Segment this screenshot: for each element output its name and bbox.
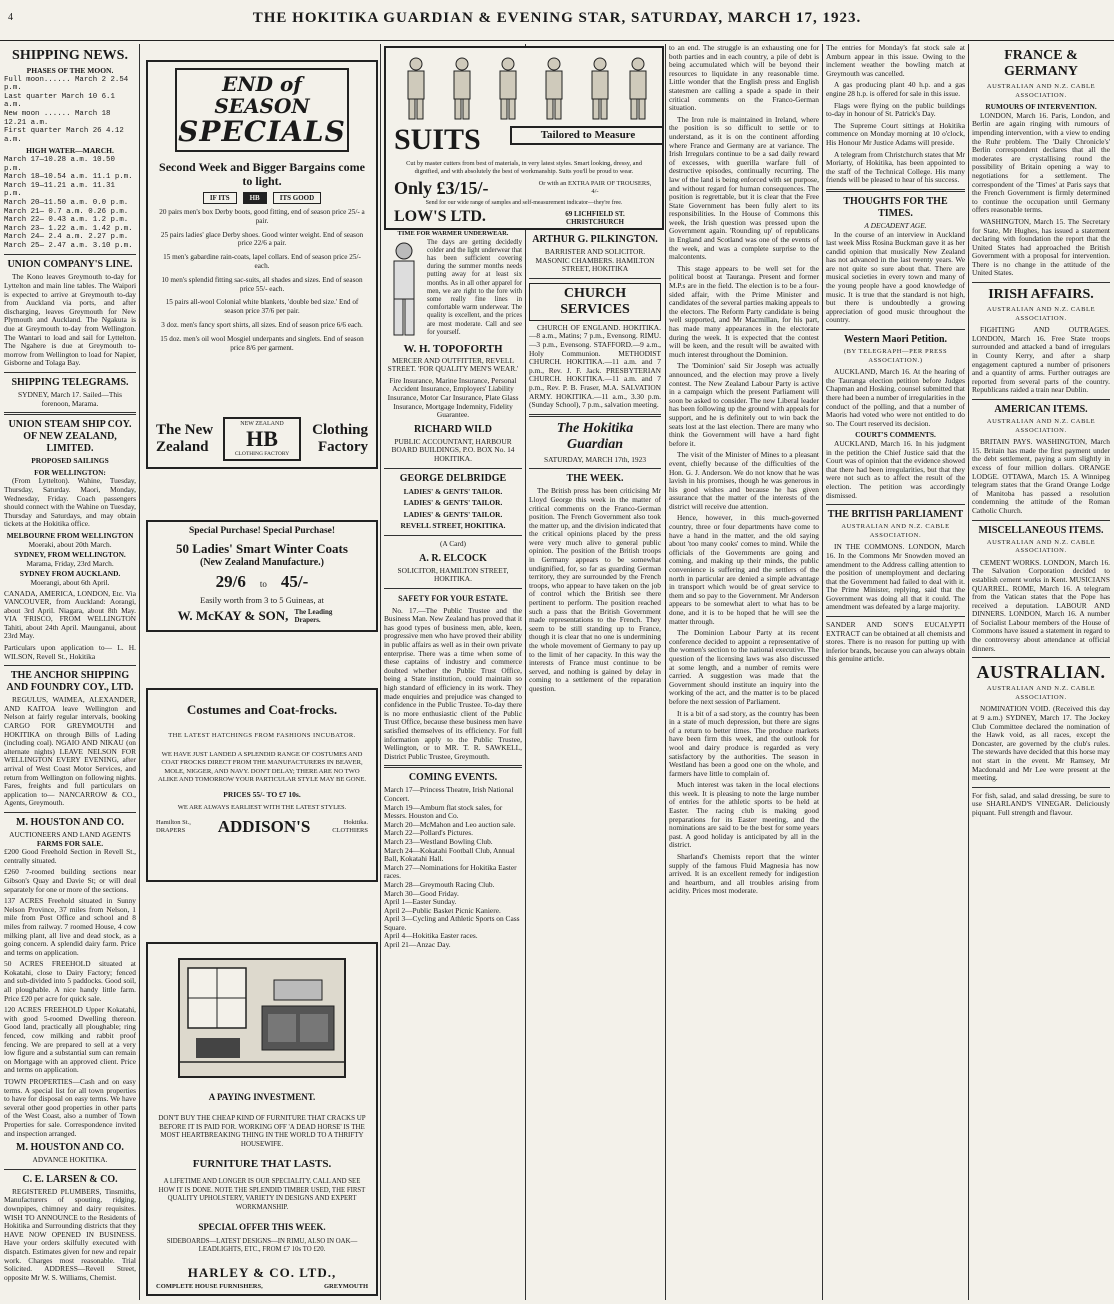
- col6-text-3: It is a bit of a sad story, as the country has been in a state of much depression, but there are signs of a return to better times. The produce markets have been firm this week, and the outlook for wool and dairy produce is regarded as very satisfactory by the authorities. The season in Westland has been a good one on the whole, and farmers have little to complain of.: [669, 708, 819, 778]
- larsen-text: REGISTERED PLUMBERS, Tinsmiths, Manufacturers of spouting, ridging, downpipes, chimney and dairy requisites. WISH TO ANNOUNCE to the Residents of Hokitika and Surrounding districts that they HAVE NOW OPENED IN BUSINESS. Have your orders skilfully executed with dispatch. Estimates given for new and repair work. Charges most reasonable. Trial Solicited. ADDRESS—Revell Street, opposite Mr W. S. Williams, Chemist.: [4, 1186, 136, 1282]
- col7-text-1: The entries for Monday's fat stock sale at Amburn appear in this issue. Owing to the inclement weather the bowling match at Greymouth was cancelled.: [826, 44, 965, 78]
- moon-phase-row: Last quarter March 10 6.1 a.m.: [4, 92, 115, 110]
- revell-street: REVELL STREET, HOKITIKA.: [400, 521, 506, 531]
- moon-heading: PHASES OF THE MOON.: [26, 66, 114, 75]
- high-water-heading: HIGH WATER—MARCH.: [26, 146, 114, 156]
- eos-tagline: Second Week and Bigger Bargains come to light.: [159, 160, 365, 188]
- safety-text: No. 17.—The Public Trustee and the Business Man. New Zealand has proved that it has good types of business men, able, keen, progressive men who have proved their ability in public affairs as well as in their own private enterprise. There was a time when some of these captains of industry and commerce doubted whether the Public Trust Office, being a State institution, could maintain so high standard of efficiency in its work. They made enquiries and prejudice was changed to confidence in the Public Trustee. To-day there is no more enthusiastic client of the Public Trust Office, because these business men have satisfied themselves of its efficiency. For full information apply to the Public Trustee, Wellington, or to MR. T. R. SAWKELL, District Public Trustee, Greymouth.: [384, 605, 522, 761]
- col6-text-5: Sharland's Chemists report that the winter supply of the famous Fluid Magnesia has now arrived. It is an excellent remedy for indigestion and heartburn, and all troubles arising from acidity. Prices most moderate.: [669, 852, 819, 896]
- harley-text-2: A LIFETIME AND LONGER IS OUR SPECIALITY. CALL AND SEE HOW IT IS DONE. NOTE THE SPLENDID TIMBER USED, THE FIRST QUALITY UPHOLSTERY, VARIETY IN DESIGNS AND EXPERT WORKMANSHIP.: [158, 1178, 366, 1211]
- france-germany-heading: FRANCE & GERMANY: [1004, 48, 1078, 79]
- parliament-heading: THE BRITISH PARLIAMENT: [827, 509, 964, 521]
- eos-item: 15 pairs all-wool Colonial white blankets, 'double bed size.' End of season price 37/6 per pair.: [165, 298, 359, 316]
- parliament-sub: AUSTRALIAN AND N.Z. CABLE ASSOCIATION.: [841, 523, 950, 539]
- telegrams-text: SYDNEY, March 17. Sailed—This forenoon, Marama.: [18, 390, 122, 408]
- coming-event-item: March 28—Greymouth Racing Club.: [384, 879, 495, 889]
- harley-firm: HARLEY & CO. LTD.,: [187, 1264, 337, 1280]
- high-water-table: [4, 156, 136, 251]
- costumes-title: Costumes and Coat-frocks.: [186, 702, 338, 717]
- coats-price-high: 45/-: [280, 572, 309, 591]
- page-number: 4: [8, 12, 13, 23]
- hb-logo-bottom: CLOTHING FACTORY: [234, 451, 290, 457]
- coming-event-item: April 3—Cycling and Athletic Sports on Cass Square.: [384, 914, 520, 932]
- tailor-line-2: LADIES' & GENTS' TAILOR.: [403, 498, 503, 508]
- washington-text: WASHINGTON, March 15. The Secretary for State, Mr Hughes, has issued a statement declaring with foundation the report that the United States had approached the British Government with a proposal for intervention. There is no change in the attitude of the United States.: [972, 216, 1110, 278]
- guardian-nameplate: The Hokitika Guardian: [556, 420, 634, 452]
- eos-footer-right: Clothing Factory: [312, 422, 368, 455]
- houston-sub-2: ADVANCE HOKITIKA.: [32, 1155, 108, 1165]
- high-water-row: March 19—11.21 a.m. 11.31 p.m.: [4, 181, 115, 199]
- column-rule: [968, 44, 969, 1300]
- farms-heading: FARMS FOR SALE.: [36, 838, 104, 848]
- sydney-auckland-heading: SYDNEY FROM AUCKLAND.: [19, 569, 121, 579]
- high-water-row: March 21— 0.7 a.m. 0.26 p.m.: [4, 207, 129, 216]
- anchor-heading: THE ANCHOR SHIPPING AND FOUNDRY COY., LTD.: [6, 670, 134, 694]
- harley-footer: [156, 1283, 368, 1290]
- winter-coats-ad: [146, 520, 378, 632]
- eos-item: 25 pairs ladies' glace Derby shoes. Good winter weight. End of season price 22/6 a pair.: [160, 230, 364, 248]
- thoughts-sub: A DECADENT AGE.: [864, 220, 927, 230]
- union-text: The Kono leaves Greymouth to-day for Lyttelton and main line tables. The Waipori is expected to arrive at Greymouth to-day from Auckland via ports, and after discharging, leaves Greymouth for New Plymouth and Auckland. The Ngakuta is due at Greymouth to-day from Wellington. The Wantari to load and sail for Lyttelton. The Ngahere is due at Greymouth to-morrow from Wellington to load for Napier, Gisborne and Tolaga Bay.: [4, 272, 136, 368]
- coats-subtitle: (New Zealand Manufacture.): [200, 557, 324, 568]
- harley-offer: SPECIAL OFFER THIS WEEK.: [198, 1222, 326, 1232]
- high-water-row: March 24— 2.4 a.m. 2.27 p.m.: [4, 233, 129, 242]
- maori-petition-heading: Western Maori Petition.: [843, 334, 948, 346]
- column-4: [529, 230, 661, 1300]
- harley-heading: A PAYING INVESTMENT.: [208, 1092, 316, 1102]
- high-water-row: March 20—11.50 a.m. 0.0 p.m.: [4, 198, 129, 207]
- coming-event-item: April 21—Anzac Day.: [384, 940, 451, 950]
- tailor-line-3: LADIES' & GENTS' TAILOR.: [403, 509, 503, 519]
- high-water-row: March 18—10.54 a.m. 11.1 p.m.: [4, 173, 133, 182]
- rumours-heading: RUMOURS OF INTERVENTION.: [985, 102, 1097, 112]
- high-water-row: March 22— 0.43 a.m. 1.2 p.m.: [4, 216, 129, 225]
- coats-heading: Special Purchase! Special Purchase!: [188, 526, 336, 536]
- column-rule: [525, 44, 526, 1300]
- high-water-row: March 25— 2.47 a.m. 3.10 p.m.: [4, 241, 133, 250]
- hb-logo-mark: HB: [246, 426, 278, 451]
- suits-text: Cut by master cutters from best of materials, in very latest styles. Smart looking, dressy, and dignified, and with absolutely the best of workmanship. Suits you'll be proud to wear.: [406, 160, 642, 175]
- irish-affairs-heading: IRISH AFFAIRS.: [988, 287, 1094, 303]
- insurance-list: Fire Insurance, Marine Insurance, Personal Accident Insurance, Employers' Liability Insurance, Motor Car Insurance, Plate Glass Insurance, Mortgage Indemnity, Fidelity Guarantee.: [387, 375, 519, 420]
- coming-events-list: [384, 786, 522, 949]
- eos-item: 15 doz. men's oil wool Mosgiel underpants and singlets. End of season price 8/6 per garment.: [160, 334, 364, 352]
- hb-logo-top: NEW ZEALAND: [240, 421, 284, 427]
- coming-event-item: March 19—Amburn flat stock sales, for Messrs. Houston and Co.: [384, 802, 503, 821]
- houston-heading: M. HOUSTON AND CO.: [16, 816, 124, 828]
- misc-items-text: CEMENT WORKS. LONDON, March 16. The Salvation Corporation decided to establish cement works in Kent. MUSICIANS QUARREL. ROME, March 16. A telegram from the Vatican states that the Pope has received a deputation. LABOUR AND DINNERS. LONDON, March 16. A number of Socialist Labour members of the House of Commons have issued a statement in regard to the controversy about attendance at official dinners.: [972, 557, 1110, 653]
- costumes-text: WE HAVE JUST LANDED A SPLENDID RANGE OF COSTUMES AND COAT FROCKS DIRECT FROM THE MANUFACTURERS IN BEAVER, MOLE, NIGGER, AND NAVY. DON'T DELAY; THERE ARE NO TWO ALIKE AND TOMORROW YOUR PARTICULAR STYLE MAY BE GONE.: [158, 751, 366, 784]
- addison-right: Hokitika. CLOTHIERS: [332, 818, 368, 834]
- addison-name: ADDISON'S: [217, 816, 311, 836]
- rumours-text: LONDON, March 16. Paris, London, and Berlin are again ringing with rumours of impending intervention, with a view to ending the Ruhr problem. The 'Daily Chronicle's' Berlin correspondent declares that all the moderates are crystallising round the possibility of Britain opening a way to negotiations for a settlement. The correspondent of the 'Times' at Paris says that the French Government is firmly determined to continue the occupation until Germany offers reasonable terms.: [972, 110, 1110, 215]
- hb-logo: [223, 417, 301, 461]
- man-in-underwear-illustration: [384, 239, 424, 339]
- maori-petition-text: AUCKLAND, March 16. At the hearing of the Tauranga election petition before Judges Chapman and Hosking, counsel submitted that there had been a number of irregularities in the conduct of the polling, and that a number of Maoris had voted who were not entitled to do so. The Court reserved its decision.: [826, 367, 965, 428]
- courts-heading: COURT'S COMMENTS.: [855, 430, 936, 440]
- safety-heading: SAFETY FOR YOUR ESTATE.: [398, 593, 508, 603]
- high-water-row: March 17—10.28 a.m. 10.50 p.m.: [4, 155, 115, 173]
- pilkington-name: ARTHUR G. PILKINGTON.: [532, 234, 658, 245]
- eos-banner-right: ITS GOOD: [273, 192, 321, 204]
- lows-suits-ad: [384, 46, 664, 230]
- suits-price: Only £3/15/-: [394, 178, 489, 198]
- eos-banner-left: IF ITS: [203, 192, 237, 204]
- australian-heading: AUSTRALIAN.: [976, 662, 1106, 683]
- topoforth-sub: MERCER AND OUTFITTER, REVELL STREET. 'FOR QUALITY MEN'S WEAR.': [387, 355, 519, 374]
- harley-furniture-lasts: FURNITURE THAT LASTS.: [192, 1158, 332, 1171]
- delbridge-name: GEORGE DELBRIDGE: [399, 472, 507, 484]
- guardian-date: SATURDAY, MARCH 17th, 1923: [543, 454, 647, 464]
- sharland-vinegar-ad: For fish, salad, and salad dressing, be sure to use SHARLAND'S VINEGAR. Deliciously piquant. Full strength and flavour.: [972, 790, 1110, 817]
- wellington-heading: FOR WELLINGTON:: [34, 467, 106, 477]
- coats-to: to: [259, 579, 267, 589]
- wild-sub: PUBLIC ACCOUNTANT, HARBOUR BOARD BUILDINGS, P.O. BOX No. 14 HOKITIKA.: [391, 436, 515, 463]
- harley-offer-text: SIDEBOARDS—LATEST DESIGNS—IN RIMU, ALSO IN OAK—LEADLIGHTS, ETC., FROM £7 10s TO £20.: [166, 1238, 358, 1254]
- eos-item: 15 men's gabardine rain-coats, lapel collars. End of season price 25/- each.: [163, 253, 361, 270]
- farm-50: 50 ACRES FREEHOLD situated at Kokatahi, close to Dairy Factory; fenced and sub-divided into 5 paddocks. Good soil, all ploughable. A nice handy little farm. Price £20 per acre for quick sale.: [4, 959, 136, 1003]
- harley-text-1: DON'T BUY THE CHEAP KIND OF FURNITURE THAT CRACKS UP BEFORE IT IS PAID FOR. WORKING OFF 'A DEAD HORSE' IS THE MOST HEARTBREAKING THING IN THE WORLD TO A THRIFTY HOUSEWIFE.: [158, 1114, 366, 1148]
- eos-title-box: [175, 68, 349, 152]
- telegrams-heading: SHIPPING TELEGRAMS.: [11, 377, 129, 388]
- costumes-ad: [146, 688, 378, 882]
- coming-event-item: April 2—Public Basket Picnic Kaniere.: [384, 905, 501, 915]
- mckay-tagline: The Leading Drapers.: [294, 608, 333, 624]
- canada-text: CANADA, AMERICA, LONDON, Etc. Via VANCOUVER, from Auckland: Aorangi, about 3rd April. Niagara, about 8th May. VIA 'FRISCO, FROM WELLINGTON Tahiti, about 24th April. Maunganui, about 23rd May.: [4, 588, 136, 641]
- eos-item-list: [148, 208, 376, 352]
- coming-event-item: March 17—Princess Theatre, Irish National Concert.: [384, 785, 514, 803]
- courts-text: AUCKLAND, March 16. In his judgment in the petition the Chief Justice said that the Court was of opinion that the evidence showed that there had been irregularities, but that they were not such as to affect the result of the election. The petition was accordingly dismissed.: [826, 438, 965, 500]
- col7-text-5: A telegram from Christchurch states that Mr Moriarty, of Hokitika, has been appointed to the staff of the Technical College. His many friends will be pleased to hear of his success.: [826, 149, 965, 185]
- coats-worth: Easily worth from 3 to 5 Guineas, at: [200, 595, 324, 605]
- eos-item: 20 pairs men's box Derby boots, good fitting, end of season price 25/- a pair.: [159, 208, 365, 225]
- mckay-footer: [148, 608, 376, 624]
- column-5: [669, 44, 819, 1300]
- france-germany-sub: AUSTRALIAN AND N.Z. CABLE ASSOCIATION.: [986, 83, 1096, 99]
- suits-tailored: Tailored to Measure: [510, 126, 664, 145]
- moon-phase-row: Full moon...... March 2 2.54 p.m.: [4, 75, 129, 93]
- underwear-text: The days are getting decidedly colder and the light underwear that has been sufficient covering during the summer months needs putting away for at least six months. As in all other apparel for men, we are right to the fore with some really fine lines in comfortable warm underwear. The quality is excellent, and the prices are most moderate. Call and see for yourself.: [427, 238, 522, 336]
- underwear-heading: TIME FOR WARMER UNDERWEAR.: [397, 230, 509, 237]
- the-week-text: The British press has been criticising Mr Lloyd George this week in the matter of critical comments on the Franco-German position. The French Government also took the matter up, and the division indicated that the critical opinions placed by the press were very much alive to general public opinion. The position of the British troops in Germany appears to be somewhat undignified, for, so far as guarding German territory, they are surrounded by the French troops, who appear to have taken on the job of control which the British see there pertinent to perform. The position reached such a pass that the British Government made representations to the French. They seem to be still standing up to France, though it is clear that no one is undermining the whole movement of Germany to pay up to the limit of her capacity. In this way the interests of France must continue to be served, and nothing is gained by delay in coming to a settlement of the reparation question.: [529, 486, 661, 693]
- melbourne-text: Moeraki, about 20th March.: [28, 539, 112, 549]
- wellington-text: (From Lyttelton). Wahine, Tuesday, Thursday, Saturday. Maori, Monday, Wednesday, Friday. Coach passengers should connect with the Wahine on Tuesday, Thursday and Saturdays, and may obtain tickets at the Hokitika office.: [4, 476, 136, 529]
- col6-text-1: Hence, however, in this much-governed country, three or four departments have come to have a hand in the matter, and the old saying about 'too many cooks' comes to mind. While the officials of the Governments are going and coming, and making up their minds, the public convenience is suffering and the settlers of the north in particular are denied a simple advantage in transport which would be of great service to them and so pay to the Government. Mr Anderson appears to be somewhat alert to what has to be done, and it is to be hoped that he will see the matter through.: [669, 513, 819, 626]
- tailor-line-1: LADIES' & GENTS' TAILOR.: [403, 486, 503, 496]
- coming-event-item: March 20—McMahon and Leo auction sale.: [384, 819, 516, 829]
- misc-items-sub: AUSTRALIAN AND N.Z. CABLE ASSOCIATION.: [986, 538, 1096, 555]
- suits-extra: Or with an EXTRA PAIR OF TROUSERS, 4/-: [538, 180, 652, 195]
- american-items-text: BRITAIN PAYS. WASHINGTON, March 15. Britain has made the first payment under the debt settlement, paying a sum slightly in excess of four million dollars. ORANGE LODGE. OTTAWA, March 15. A Winnipeg telegram states that the Grand Orange Lodge of Manitoba has passed a resolution condemning the attitude of the Roman Catholic Church.: [972, 437, 1110, 515]
- coming-event-item: March 24—Kokatahi Football Club, Annual Ball, Kokatahi Hall.: [384, 845, 515, 864]
- coming-event-item: March 23—Westland Bowling Club.: [384, 836, 493, 846]
- american-items-heading: AMERICAN ITEMS.: [994, 404, 1088, 415]
- col7-text-3: Flags were flying on the public buildings to-day in honour of St. Patrick's Day.: [826, 100, 965, 119]
- column-6: [826, 44, 965, 1300]
- church-services-heading: CHURCH SERVICES: [529, 283, 661, 321]
- eos-title-1: END of SEASON: [214, 72, 310, 118]
- furnished-room-illustration: [178, 958, 346, 1078]
- col5-text-3: This stage appears to be well set for the political boost at Tauranga. Present and former M.P.s are in the field. The election is to be a four-sided affair, with the Prime Minister and candidates of the several parties making appeals to the electors. The Reform Party candidate is being well supported, and Mr Macmillan, for his part, has made many appearances in the electorate during the week. It is expected that the contest will be keen, and the result will be awaited with much interest throughout the Dominion.: [669, 263, 819, 359]
- irish-affairs-text: FIGHTING AND OUTRAGES. LONDON, March 16. Free State troops surrounded and attacked a band of irregulars in County Kerry, and after a sharp engagement captured a number of prisoners and a quantity of arms. Further outrages are reported from several parts of the country. Republicans raided a train near Dublin.: [972, 325, 1110, 395]
- australian-text: NOMINATION VOID. (Received this day at 9 a.m.) SYDNEY, March 17. The Jockey Club Committee declared the nomination of the Hawk void, as all races, except the Doncaster, are governed by the club's rules. The stewards have decided that this horse may not start in the event. Mr Ramsey, Mr Macdonald and Mr Lee were present at the meeting.: [972, 704, 1110, 783]
- eos-item: 10 men's splendid fitting sac-suits, all shades and sizes. End of season price 55/- each.: [161, 275, 363, 293]
- addison-left: Hamilton St., DRAPERS: [156, 818, 191, 834]
- farm-260: £260 7-roomed building sections near Gibson's Quay and Davie St; or will deal separately for one or more of the sections.: [4, 867, 136, 894]
- sydney-text: Marama, Friday, 23rd March.: [26, 558, 114, 568]
- sanders-ad: SANDER AND SON'S EUCALYPTI EXTRACT can be obtained at all chemists and stores. There is no reason for putting up with inferior brands, because you can always obtain this genuine article.: [826, 620, 965, 664]
- card-label: (A Card): [439, 538, 467, 548]
- thoughts-text: In the course of an interview in Auckland last week Miss Rosina Buckman gave it as her candid opinion that musically New Zealand has not advanced in the last twenty years. We are not quite so sure about that. There are musical societies in every town and many of the young people have a good knowledge of music. It is true that the standard is not high, but there is undoubtedly a growing appreciation of good music throughout the country.: [826, 229, 965, 325]
- underwear-block: [384, 239, 522, 339]
- col6-text-4: Much interest was taken in the local elections this week. It is pleasing to note the large number of entries for the athletic sports to be held at Easter. The racing club is making good preparations for its Easter meeting, and the nominations are said to be the best for some years past. A good holiday is anticipated by all in the district.: [669, 780, 819, 850]
- gentlemen-illustration: [392, 54, 654, 120]
- suits-title: SUITS: [394, 123, 481, 156]
- moon-phase-row: First quarter March 26 4.12 a.m.: [4, 127, 124, 144]
- mckay-name: W. McKAY & SON,: [177, 608, 289, 623]
- lows-address: 69 LICHFIELD ST. CHRISTCHURCH: [565, 210, 625, 226]
- larsen-heading: C. E. LARSEN & CO.: [22, 1173, 118, 1185]
- eos-banner: [148, 192, 376, 204]
- elcock-sub: SOLICITOR, HAMILTON STREET, HOKITIKA.: [397, 565, 509, 584]
- harley-footer-right: GREYMOUTH: [323, 1282, 368, 1290]
- houston-heading-2: M. HOUSTON AND CO.: [16, 1142, 124, 1154]
- col5-text-2: The Iron rule is maintained in Ireland, where the position is so difficult to settle or to understand, as it is on the continent affording where France and Germany are at variance. The Irish Irregulars continue to be a sad daily reward of excesses, with guerilla warfare full of destructive episodes, continually recurring. The law of the land is being enforced with set purpose, and without regard for human consequences. The position is regrettable, but it is clear that the Free State Government has been fully alert to its responsibilities. In the House of Commons this week, the Irish question was pressed upon the Government again. 'Rounding up' of republicans in England and Scotland was one of the events of the week, and was a complete surprise to the malcontents.: [669, 114, 819, 262]
- harley-furniture-ad: [146, 942, 378, 1296]
- union-heading: UNION COMPANY'S LINE.: [7, 259, 133, 271]
- farm-200: £200 Good Freehold Section in Revell St., centrally situated.: [4, 847, 136, 865]
- shipping-heading: SHIPPING NEWS.: [12, 48, 128, 63]
- moon-phase-row: New moon ...... March 18 12.21 a.m.: [4, 109, 111, 127]
- coming-event-item: March 22—Pollard's Pictures.: [384, 828, 473, 838]
- harley-footer-left: COMPLETE HOUSE FURNISHERS,: [156, 1282, 263, 1290]
- moon-phases: [4, 76, 136, 145]
- coming-event-item: March 27—Nominations for Hokitika Easter races.: [384, 862, 517, 881]
- coming-event-item: April 4—Hokitika Easter races.: [384, 931, 478, 941]
- addison-footer: [156, 817, 368, 837]
- maori-petition-sub: (BY TELEGRAPH—PER PRESS ASSOCIATION.): [843, 348, 948, 364]
- houston-sub: AUCTIONEERS AND LAND AGENTS: [9, 829, 131, 839]
- eos-footer-left: The New Zealand: [156, 422, 214, 455]
- sydney-heading: SYDNEY, FROM WELLINGTON.: [14, 550, 126, 560]
- coming-event-item: April 1—Easter Sunday.: [384, 897, 457, 907]
- col5-text-5: The visit of the Minister of Mines to a pleasant event, chiefly because of the difficulties of the Hon. G. J. Anderson. We do not know that he was lavish in his promises, though he was generous in his good wishes and because he has given assurance that the matter of the interests of the district will receive due attention.: [669, 450, 819, 511]
- column-rule: [139, 44, 140, 1300]
- col7-text-4: The Supreme Court sittings at Hokitika commence on Monday morning at 10 o'clock, His Honour Mr Justice Adams will preside.: [826, 120, 965, 147]
- coming-events-heading: COMING EVENTS.: [408, 772, 498, 784]
- column-3: [384, 230, 522, 1300]
- shipping-column: [4, 44, 136, 1300]
- coats-price-low: 29/6: [215, 572, 246, 591]
- suits-send: Send for our wide range of samples and self-measurement indicator—they're free.: [425, 200, 623, 206]
- eos-footer: [148, 417, 376, 461]
- sydney-auckland-text: Moerangi, about 6th April.: [30, 577, 110, 587]
- topoforth-name: W. H. TOPOFORTH: [403, 342, 503, 355]
- column-rule: [380, 44, 381, 1300]
- melbourne-heading: MELBOURNE FROM WELLINGTON: [6, 530, 134, 540]
- high-water-row: March 23— 1.22 a.m. 1.42 p.m.: [4, 224, 133, 233]
- end-of-season-ad: [146, 60, 378, 469]
- col6-text-2: The Dominion Labour Party at its recent conference decided to appoint a representative of the women's section to the national executive. The question of the licensing laws was also discussed at some length, and a number of remits were carried. A suggestion was made that the Government should institute an inquiry into the working of the act, and the matter is to be placed before the next session of Parliament.: [669, 628, 819, 706]
- column-7: [972, 44, 1110, 1300]
- costumes-prices: PRICES 55/- TO £7 10s.: [223, 789, 301, 799]
- coats-title: 50 Ladies' Smart Winter Coats: [176, 541, 348, 556]
- parliament-text: IN THE COMMONS. LONDON, March 16. In the Commons Mr Snowden moved an amendment to the Address calling attention to the position of unemployment and declaring that the Government had failed to deal with it. The Prime Minister, replying, said that the Government was doing all that it could. The amendment was defeated by a large majority.: [826, 542, 965, 612]
- eos-title-2: SPECIALS: [178, 115, 346, 148]
- church-services-text: CHURCH OF ENGLAND. HOKITIKA.—8 a.m., Matins; 7 p.m., Evensong. RIMU.—3 p.m., Evensong. STAFFORD.—9 a.m., Holy Communion. METHODIST CHURCH. HOKITIKA.—11 a.m. and 7 p.m., Rev. J. F. Jack. PRESBYTERIAN CHURCH. HOKITIKA.—11 a.m. and 7 p.m., Rev. P. B. Fraser, M.A. SALVATION ARMY. HOKITIKA.—11 a.m., 3.30 p.m. (Sunday School), 7 p.m., salvation meeting.: [529, 322, 661, 410]
- elcock-name: A. R. ELCOCK: [419, 552, 487, 564]
- eos-banner-logo: HB: [243, 192, 267, 204]
- col5-text-1: to an end. The struggle is an exhausting one for both parties and in each country, a pile of debt is being accumulated which will be beyond their resources to liquidate in any reasonable time. Little wonder that the English press and English statesmen are calling a spade a spade in their critical comments on the Franco-German situation.: [669, 44, 819, 113]
- american-items-sub: AUSTRALIAN AND N.Z. CABLE ASSOCIATION.: [986, 418, 1096, 434]
- farm-120: 120 ACRES FREEHOLD Upper Kokatahi, with good 5-roomed Dwelling thereon. Good land, practically all ploughable; ring fenced, cow milking and rabbit proof fencing. We are prepared to sell at a very low figure and a substantial sum can remain on Mortgage with an approved client. Price and terms on application.: [4, 1005, 136, 1075]
- costumes-earliest: WE ARE ALWAYS EARLIEST WITH THE LATEST STYLES.: [177, 803, 347, 811]
- costumes-sub: THE LATEST HATCHINGS FROM FASHIONS INCUBATOR.: [168, 732, 356, 739]
- the-week-heading: THE WEEK.: [566, 473, 624, 485]
- usco-heading: UNION STEAM SHIP COY. OF NEW ZEALAND, LIMITED.: [8, 419, 132, 455]
- coats-prices: [148, 572, 376, 592]
- lows-name: LOW'S LTD.: [394, 208, 486, 225]
- anchor-text: REGULUS, WAIMEA, ALEXANDER, AND KAITOA leave Wellington and Nelson at fairly regular intervals, booking CARGO FOR GREYMOUTH and HOKITIKA on through Bills of Lading (including coal). NGAIO AND NIKAU (on alternate nights) LEAVE NELSON FOR WELLINGTON EVERY EVENING, after arrival of West Coast Motor Services, and return from Wellington on following nights. Fares, freights and full particulars on application to— NANCARROW & CO., Agents, Greymouth.: [4, 695, 136, 808]
- australian-sub: AUSTRALIAN AND N.Z. CABLE ASSOCIATION.: [986, 685, 1096, 701]
- col5-text-4: The 'Dominion' said Sir Joseph was actually announced, and the election may prove a lively contest. The New Zealand Labour Party is active in a campaign which the present Parliament will soon be asked to consider. The new Liberal leader has been following up the ground with appeals for support, and he is definitely out to win back the seats lost at the last election. There are many who think the Government will have a hard fight before it.: [669, 361, 819, 448]
- farm-137: 137 ACRES Freehold situated in Sunny Nelson Province, 37 miles from Nelson, 1 mile from Post Office and school and 8 miles from railway. 7 roomed House, 4 cow milking plant, all live and dead stock, as a going concern. A splendid dairy farm. Price and terms on application.: [4, 896, 136, 957]
- col7-text-2: A gas producing plant 40 h.p. and a gas engine 28 h.p. is offered for sale in this issue.: [826, 80, 965, 98]
- coming-event-item: March 30—Good Friday.: [384, 888, 459, 898]
- irish-affairs-sub: AUSTRALIAN AND N.Z. CABLE ASSOCIATION.: [986, 306, 1096, 322]
- proposed-sailings: PROPOSED SAILINGS: [31, 456, 109, 466]
- particulars: Particulars upon application to— L. H. WILSON, Revell St., Hokitika: [4, 643, 136, 661]
- town-properties: TOWN PROPERTIES—Cash and on easy terms. A special list for all town properties to have for disposal on easy terms. We have several other good properties in other parts of the West Coast, also a number of Town Properties for sale. Correspondence invited and inspection arranged.: [4, 1077, 136, 1138]
- wild-name: RICHARD WILD: [414, 423, 492, 435]
- eos-item: 3 doz. men's fancy sport shirts, all sizes. End of season price 6/6 each.: [161, 320, 363, 329]
- column-rule: [822, 44, 823, 1300]
- masthead: [0, 0, 1114, 41]
- thoughts-heading: THOUGHTS FOR THE TIMES.: [843, 195, 948, 219]
- newspaper-title: THE HOKITIKA GUARDIAN & EVENING STAR, SATURDAY, MARCH 17, 1923.: [252, 10, 862, 26]
- pilkington-sub: BARRISTER AND SOLICITOR. MASONIC CHAMBERS. HAMILTON STREET, HOKITIKA: [535, 247, 655, 274]
- column-rule: [665, 44, 666, 1300]
- misc-items-heading: MISCELLANEOUS ITEMS.: [978, 524, 1104, 536]
